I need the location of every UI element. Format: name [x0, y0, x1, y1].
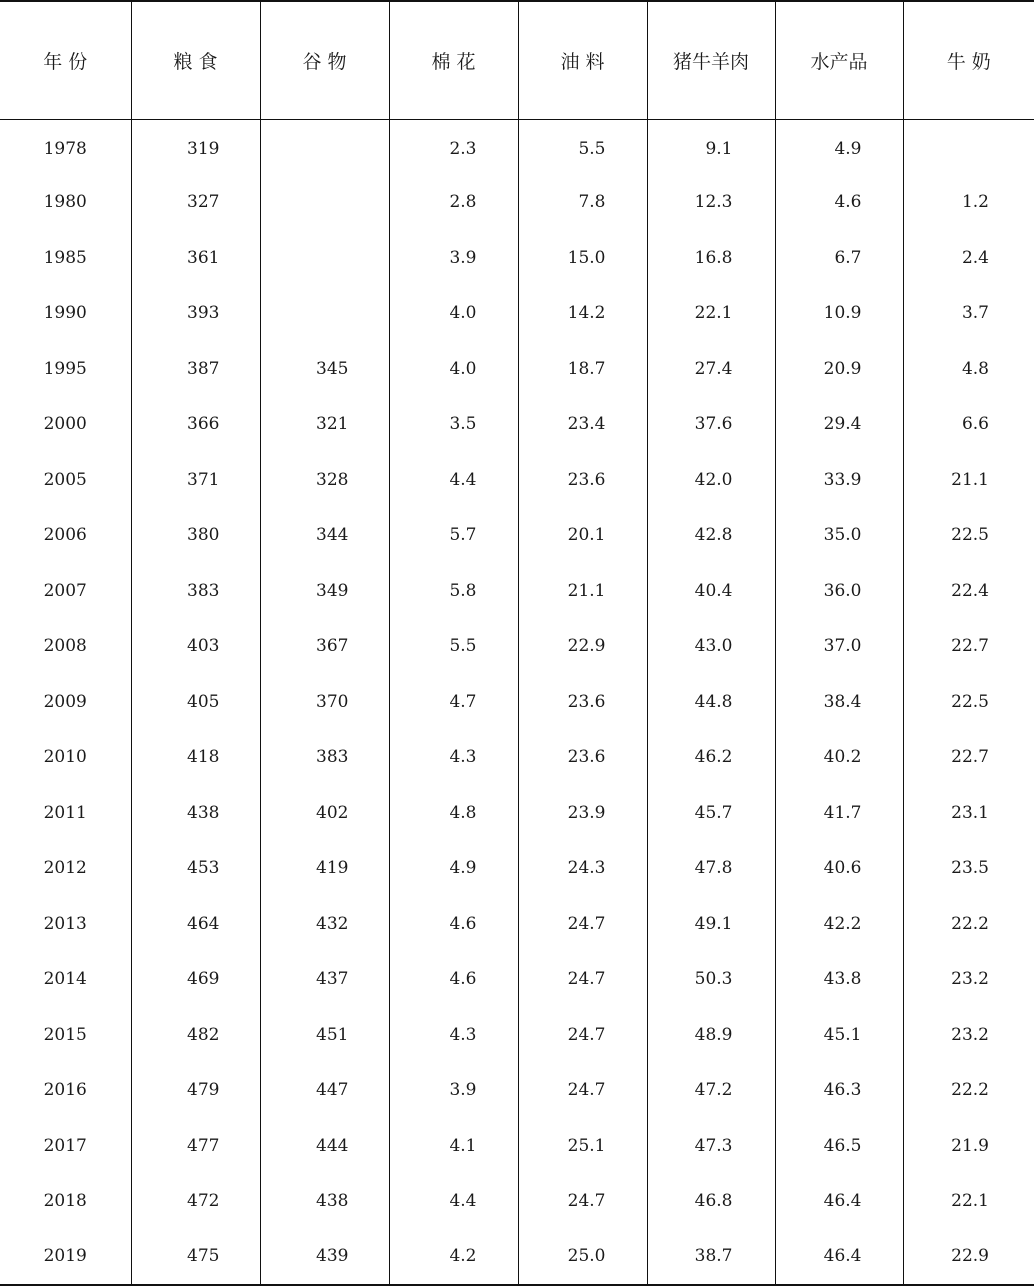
cell-milk: 22.5	[903, 674, 1034, 730]
cell-aquatic-products: 4.6	[775, 175, 903, 231]
cell-grain: 319	[131, 119, 260, 175]
cell-oil-crops: 24.7	[518, 896, 647, 952]
cell-cereals: 370	[260, 674, 389, 730]
cell-cotton: 2.8	[389, 175, 518, 231]
cell-cereals	[260, 230, 389, 286]
cell-cereals: 438	[260, 1174, 389, 1230]
table-row	[0, 1063, 1034, 1119]
cell-grain: 361	[131, 230, 260, 286]
cell-oil-crops: 18.7	[518, 341, 647, 397]
cell-cereals: 432	[260, 896, 389, 952]
cell-aquatic-products: 46.3	[775, 1063, 903, 1119]
cell-pork-beef-mutton: 44.8	[647, 674, 775, 730]
cell-milk: 22.9	[903, 1229, 1034, 1285]
table-row	[0, 1229, 1034, 1285]
cell-milk: 22.4	[903, 563, 1034, 619]
cell-oil-crops: 15.0	[518, 230, 647, 286]
cell-oil-crops: 25.1	[518, 1118, 647, 1174]
cell-oil-crops: 23.6	[518, 730, 647, 786]
header-pork-beef-mutton: 猪牛羊肉	[647, 1, 775, 119]
cell-year: 2011	[43, 802, 87, 823]
table-row	[0, 841, 1034, 897]
cell-cotton: 4.6	[389, 952, 518, 1008]
cell-oil-crops: 24.7	[518, 952, 647, 1008]
cell-year: 2010	[43, 747, 87, 768]
cell-cereals: 402	[260, 785, 389, 841]
cell-cotton: 5.7	[389, 508, 518, 564]
cell-oil-crops: 23.9	[518, 785, 647, 841]
cell-year: 2015	[43, 1024, 87, 1045]
cell-pork-beef-mutton: 46.8	[647, 1174, 775, 1230]
cell-grain: 469	[131, 952, 260, 1008]
cell-pork-beef-mutton: 43.0	[647, 619, 775, 675]
table-row	[0, 341, 1034, 397]
cell-grain: 387	[131, 341, 260, 397]
cell-aquatic-products: 35.0	[775, 508, 903, 564]
cell-cotton: 3.9	[389, 230, 518, 286]
cell-aquatic-products: 6.7	[775, 230, 903, 286]
cell-year: 1985	[43, 247, 87, 268]
cell-year: 2006	[43, 525, 87, 546]
cell-cotton: 4.2	[389, 1229, 518, 1285]
cell-cotton: 3.9	[389, 1063, 518, 1119]
cell-milk: 1.2	[903, 175, 1034, 231]
cell-oil-crops: 5.5	[518, 119, 647, 175]
cell-aquatic-products: 38.4	[775, 674, 903, 730]
cell-pork-beef-mutton: 50.3	[647, 952, 775, 1008]
cell-cotton: 4.9	[389, 841, 518, 897]
cell-year: 2019	[0, 1229, 131, 1285]
cell-cereals: 328	[260, 452, 389, 508]
cell-milk: 22.2	[903, 896, 1034, 952]
cell-cereals: 444	[260, 1118, 389, 1174]
cell-milk: 22.2	[903, 1063, 1034, 1119]
cell-aquatic-products: 4.9	[775, 119, 903, 175]
cell-grain: 453	[131, 841, 260, 897]
cell-grain: 327	[131, 175, 260, 231]
table-row	[0, 730, 1034, 786]
cell-cotton: 4.6	[389, 896, 518, 952]
cell-cereals: 383	[260, 730, 389, 786]
cell-cotton: 4.4	[389, 452, 518, 508]
table-body	[0, 119, 1034, 1285]
cell-milk: 22.1	[903, 1174, 1034, 1230]
cell-pork-beef-mutton: 48.9	[647, 1007, 775, 1063]
cell-cereals	[260, 119, 389, 175]
cell-milk: 23.2	[903, 952, 1034, 1008]
header-milk: 牛 奶	[903, 1, 1034, 119]
cell-cereals: 321	[260, 397, 389, 453]
cell-cotton: 3.5	[389, 397, 518, 453]
cell-grain: 405	[131, 674, 260, 730]
table-row	[0, 896, 1034, 952]
cell-year: 2005	[43, 469, 87, 490]
cell-cotton: 4.8	[389, 785, 518, 841]
table-row	[0, 397, 1034, 453]
cell-cereals: 447	[260, 1063, 389, 1119]
cell-pork-beef-mutton: 47.3	[647, 1118, 775, 1174]
cell-milk: 6.6	[903, 397, 1034, 453]
cell-grain: 477	[131, 1118, 260, 1174]
cell-year: 2012	[43, 858, 87, 879]
cell-milk: 21.9	[903, 1118, 1034, 1174]
cell-milk: 23.5	[903, 841, 1034, 897]
cell-grain: 383	[131, 563, 260, 619]
cell-milk: 22.5	[903, 508, 1034, 564]
header-cotton: 棉 花	[389, 1, 518, 119]
cell-year: 2017	[43, 1135, 87, 1156]
cell-cereals: 437	[260, 952, 389, 1008]
cell-cereals	[260, 175, 389, 231]
cell-aquatic-products: 10.9	[775, 286, 903, 342]
cell-pork-beef-mutton: 16.8	[647, 230, 775, 286]
table-row	[0, 563, 1034, 619]
header-row	[0, 1, 1034, 119]
cell-cereals: 344	[260, 508, 389, 564]
cell-pork-beef-mutton: 42.0	[647, 452, 775, 508]
cell-cotton: 4.3	[389, 730, 518, 786]
cell-aquatic-products: 42.2	[775, 896, 903, 952]
cell-oil-crops: 20.1	[518, 508, 647, 564]
cell-year: 1990	[43, 303, 87, 324]
cell-milk	[903, 119, 1034, 175]
table-row	[0, 230, 1034, 286]
cell-year: 2009	[43, 691, 87, 712]
table-row	[0, 952, 1034, 1008]
cell-cereals: 345	[260, 341, 389, 397]
cell-oil-crops: 23.6	[518, 452, 647, 508]
header-grain: 粮 食	[131, 1, 260, 119]
cell-pork-beef-mutton: 38.7	[647, 1229, 775, 1285]
cell-year: 2013	[43, 913, 87, 934]
cell-oil-crops: 24.3	[518, 841, 647, 897]
cell-aquatic-products: 37.0	[775, 619, 903, 675]
cell-grain: 393	[131, 286, 260, 342]
cell-milk: 2.4	[903, 230, 1034, 286]
cell-pork-beef-mutton: 47.8	[647, 841, 775, 897]
cell-milk: 4.8	[903, 341, 1034, 397]
header-year: 年 份	[0, 1, 131, 119]
cell-cotton: 2.3	[389, 119, 518, 175]
table-row	[0, 1174, 1034, 1230]
table-row	[0, 508, 1034, 564]
cell-year: 2008	[43, 636, 87, 657]
cell-oil-crops: 23.4	[518, 397, 647, 453]
cell-cotton: 4.3	[389, 1007, 518, 1063]
cell-cotton: 5.5	[389, 619, 518, 675]
cell-year: 1980	[43, 192, 87, 213]
cell-oil-crops: 22.9	[518, 619, 647, 675]
cell-cotton: 4.4	[389, 1174, 518, 1230]
table-row	[0, 1118, 1034, 1174]
cell-pork-beef-mutton: 45.7	[647, 785, 775, 841]
cell-grain: 380	[131, 508, 260, 564]
cell-grain: 472	[131, 1174, 260, 1230]
cell-pork-beef-mutton: 46.2	[647, 730, 775, 786]
header-aquatic-products: 水产品	[775, 1, 903, 119]
cell-pork-beef-mutton: 37.6	[647, 397, 775, 453]
cell-year: 1995	[43, 358, 87, 379]
cell-year: 2007	[43, 580, 87, 601]
table-row	[0, 785, 1034, 841]
cell-oil-crops: 21.1	[518, 563, 647, 619]
cell-oil-crops: 24.7	[518, 1063, 647, 1119]
cell-pork-beef-mutton: 47.2	[647, 1063, 775, 1119]
cell-grain: 464	[131, 896, 260, 952]
cell-cereals: 439	[260, 1229, 389, 1285]
cell-pork-beef-mutton: 42.8	[647, 508, 775, 564]
cell-cereals: 419	[260, 841, 389, 897]
cell-cereals: 349	[260, 563, 389, 619]
cell-aquatic-products: 46.4	[775, 1229, 903, 1285]
cell-year: 2016	[43, 1080, 87, 1101]
cell-milk: 22.7	[903, 619, 1034, 675]
cell-aquatic-products: 36.0	[775, 563, 903, 619]
cell-milk: 23.2	[903, 1007, 1034, 1063]
table-row	[0, 674, 1034, 730]
cell-aquatic-products: 33.9	[775, 452, 903, 508]
cell-pork-beef-mutton: 27.4	[647, 341, 775, 397]
header-oil-crops: 油 料	[518, 1, 647, 119]
cell-cotton: 4.0	[389, 286, 518, 342]
cell-aquatic-products: 46.5	[775, 1118, 903, 1174]
cell-pork-beef-mutton: 40.4	[647, 563, 775, 619]
cell-aquatic-products: 40.6	[775, 841, 903, 897]
table-row	[0, 119, 1034, 175]
cell-cereals	[260, 286, 389, 342]
cell-aquatic-products: 29.4	[775, 397, 903, 453]
cell-grain: 371	[131, 452, 260, 508]
cell-cereals: 367	[260, 619, 389, 675]
cell-milk: 21.1	[903, 452, 1034, 508]
cell-oil-crops: 7.8	[518, 175, 647, 231]
cell-pork-beef-mutton: 49.1	[647, 896, 775, 952]
cell-grain: 438	[131, 785, 260, 841]
cell-cotton: 4.7	[389, 674, 518, 730]
cell-grain: 479	[131, 1063, 260, 1119]
cell-pork-beef-mutton: 22.1	[647, 286, 775, 342]
cell-oil-crops: 24.7	[518, 1007, 647, 1063]
cell-year: 2018	[43, 1191, 87, 1212]
cell-grain: 475	[131, 1229, 260, 1285]
cell-aquatic-products: 40.2	[775, 730, 903, 786]
cell-oil-crops: 14.2	[518, 286, 647, 342]
cell-year: 1978	[43, 139, 87, 159]
cell-milk: 23.1	[903, 785, 1034, 841]
cell-milk: 22.7	[903, 730, 1034, 786]
cell-cotton: 5.8	[389, 563, 518, 619]
cell-oil-crops: 24.7	[518, 1174, 647, 1230]
cell-cotton: 4.1	[389, 1118, 518, 1174]
cell-aquatic-products: 20.9	[775, 341, 903, 397]
table-row	[0, 1007, 1034, 1063]
cell-oil-crops: 23.6	[518, 674, 647, 730]
cell-aquatic-products: 41.7	[775, 785, 903, 841]
cell-cereals: 451	[260, 1007, 389, 1063]
cell-oil-crops: 25.0	[518, 1229, 647, 1285]
cell-grain: 403	[131, 619, 260, 675]
cell-grain: 482	[131, 1007, 260, 1063]
cell-pork-beef-mutton: 9.1	[647, 119, 775, 175]
table-row	[0, 619, 1034, 675]
cell-grain: 418	[131, 730, 260, 786]
cell-pork-beef-mutton: 12.3	[647, 175, 775, 231]
cell-grain: 366	[131, 397, 260, 453]
cell-aquatic-products: 45.1	[775, 1007, 903, 1063]
table-row	[0, 175, 1034, 231]
table-header	[0, 1, 1034, 119]
cell-aquatic-products: 46.4	[775, 1174, 903, 1230]
cell-aquatic-products: 43.8	[775, 952, 903, 1008]
header-cereals: 谷 物	[260, 1, 389, 119]
cell-year: 2000	[43, 414, 87, 435]
cell-cotton: 4.0	[389, 341, 518, 397]
cell-milk: 3.7	[903, 286, 1034, 342]
cell-year: 2014	[43, 969, 87, 990]
table-row	[0, 286, 1034, 342]
table-row	[0, 452, 1034, 508]
